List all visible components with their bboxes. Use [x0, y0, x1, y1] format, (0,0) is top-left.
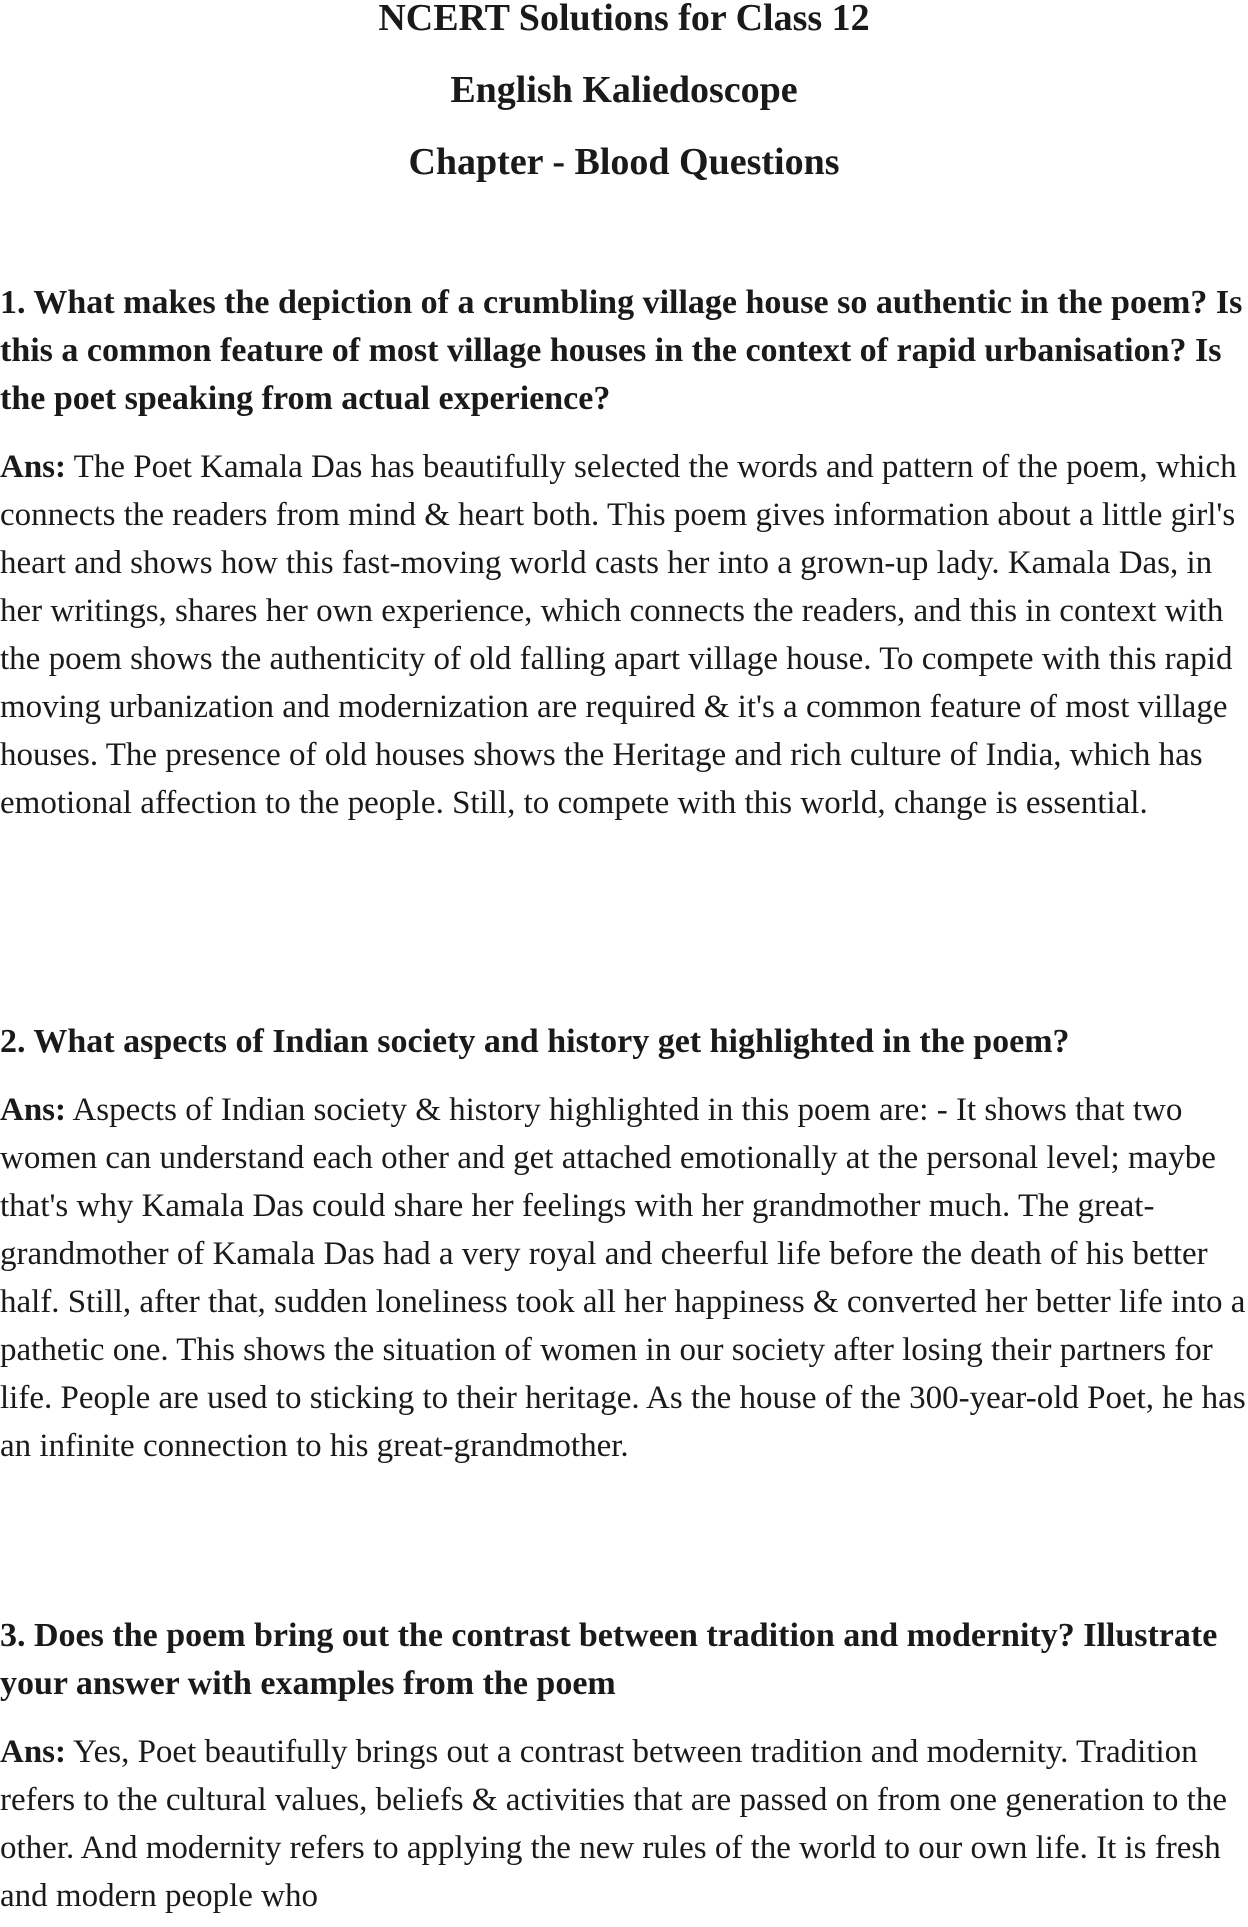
header-chapter: Chapter - Blood Questions [408, 141, 840, 183]
question-2: 2. What aspects of Indian society and history get highlighted in the poem? [0, 1023, 1070, 1060]
qa-block-1 [0, 279, 1248, 827]
answer-label: Ans: [0, 449, 67, 485]
answer-label: Ans: [0, 1092, 67, 1128]
answer-text: The Poet Kamala Das has beautifully selected the words and pattern of the poem, which connects the readers from mind & heart both. This poem gives information about a little girl's heart and shows how this fast-moving world casts her into a grown-up lady. Kamala Das, in her writings, shares her own experience, which connects the readers, and this in context with the poem shows the authenticity of old falling apart village house. To compete with this rapid moving urbanization and modernization are required & it's a common feature of most village houses. The presence of old houses shows the Heritage and rich culture of India, which has emotional affection to the people. Still, to compete with this world, change is essential. [0, 449, 1237, 821]
answer-text: Aspects of Indian society & history highlighted in this poem are: - It shows that two women can understand each other and get attached emotionally at the personal level; maybe that's why Kamala Das could share her feelings with her grandmother much. The great-grandmother of Kamala Das had a very royal and cheerful life before the death of his better half. Still, after that, sudden loneliness took all her happiness & converted her better life into a pathetic one. This shows the situation of women in our society after losing their partners for life. People are used to sticking to their heritage. As the house of the 300-year-old Poet, he has an infinite connection to his great-grandmother. [0, 1092, 1246, 1464]
qa-block-3 [0, 1612, 1248, 1920]
question-3: 3. Does the poem bring out the contrast between tradition and modernity? Illustrate your answer with examples from the poem [0, 1617, 1218, 1702]
answer-3 [0, 1728, 1248, 1920]
answer-text: Yes, Poet beautifully brings out a contrast between tradition and modernity. Tradition refers to the cultural values, beliefs & activities that are passed on from one generation to the other. And modernity refers to applying the new rules of the world to our own life. It is fresh and modern people who [0, 1734, 1227, 1914]
document-header [0, 0, 1248, 198]
answer-1 [0, 443, 1248, 827]
qa-block-2 [0, 1018, 1248, 1470]
answer-2 [0, 1086, 1248, 1470]
header-subject: English Kaliedoscope [450, 69, 798, 111]
answer-label: Ans: [0, 1734, 67, 1770]
question-1: 1. What makes the depiction of a crumbling village house so authentic in the poem? Is this a common feature of most village houses in the context of rapid urbanisation? Is the poet speaking from actual experience? [0, 284, 1243, 417]
header-title: NCERT Solutions for Class 12 [378, 0, 870, 39]
